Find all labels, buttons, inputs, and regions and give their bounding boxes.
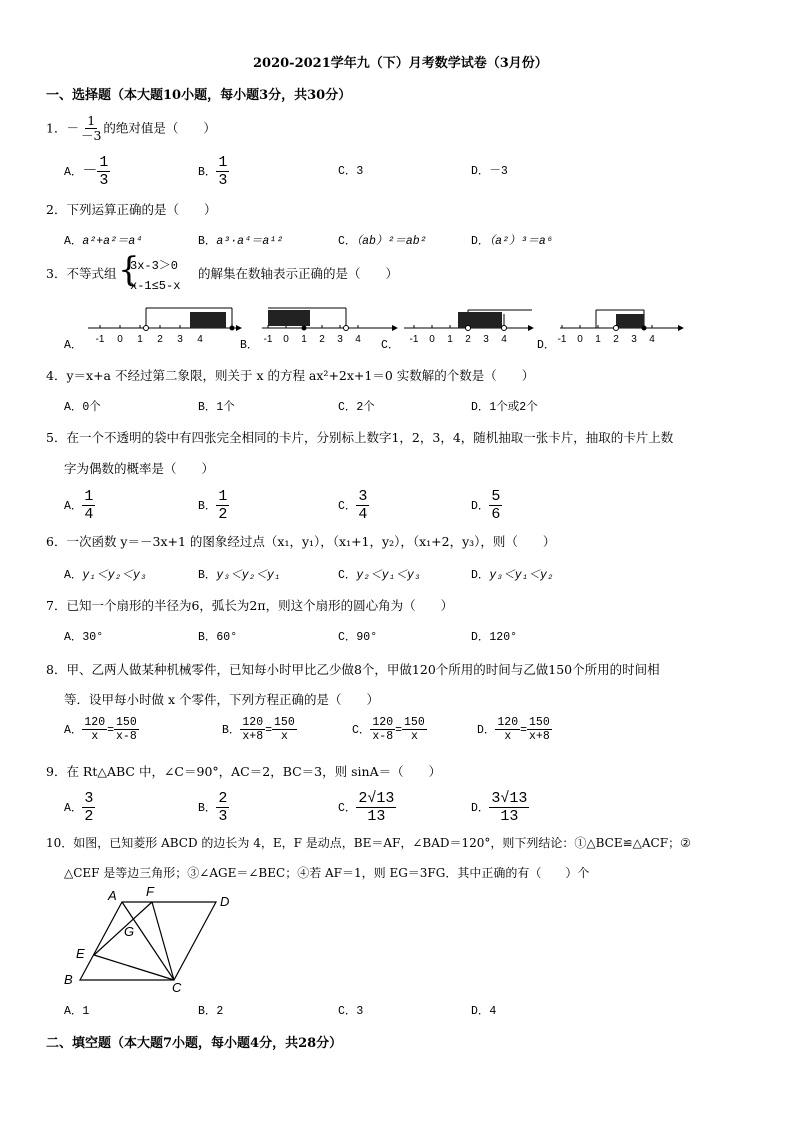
tick-label: 1: [447, 334, 453, 345]
question-9: 9．在 Rt△ABC 中，∠C＝90°，AC＝2，BC＝3，则 sinA＝（ ）: [46, 764, 442, 779]
question-6: 6．一次函数 y＝－3x+1 的图象经过点（x₁，y₁），（x₁+1，y₂），（x₁+2，y₃），则（ ）: [46, 534, 556, 549]
tick-label: -1: [557, 334, 567, 345]
tick-label: -1: [95, 334, 105, 345]
question-1: 1．－ $\frac{1}{-3}$ 的绝对值是（ ）: [46, 113, 216, 144]
label-d: D: [220, 894, 230, 909]
question-3-stem-pre: 3．不等式组: [46, 266, 117, 281]
tick-label: 3: [337, 334, 343, 345]
option-a[interactable]: A． $\frac{120}{x}$ = $\frac{150}{x-8}$: [64, 716, 137, 744]
label-c: C: [172, 980, 182, 994]
option-c-label[interactable]: C．: [381, 339, 400, 352]
diagonal-ac: [122, 902, 174, 980]
question-number: 1．: [46, 120, 67, 136]
tick-label: 2: [319, 334, 325, 345]
option-a[interactable]: A．0个: [64, 401, 101, 414]
segment-ef: [94, 902, 152, 955]
question-8-line1: 8．甲、乙两人做某种机械零件，已知每小时甲比乙少做8个，甲做120个所用的时间与乙做150个所用的时间相: [46, 662, 660, 677]
number-line-d[interactable]: [558, 310, 684, 345]
option-a-label[interactable]: A．: [64, 339, 83, 352]
option-d[interactable]: D．4: [471, 1005, 497, 1018]
option-c[interactable]: C． $\frac{120}{x-8}$ = $\frac{150}{x}$: [352, 716, 425, 744]
tick-label: 0: [577, 334, 583, 345]
option-a[interactable]: A．a²+a²＝a⁴: [64, 235, 143, 248]
option-d-label[interactable]: D．: [537, 339, 556, 352]
question-7: 7．已知一个扇形的半径为6，弧长为2π，则这个扇形的圆心角为（ ）: [46, 598, 454, 613]
option-b[interactable]: B． $\frac{1}{2}$: [198, 488, 228, 524]
question-10-line2: △CEF 是等边三角形；③∠AGE＝∠BEC；④若 AF＝1，则 EG＝3FG．其中正确的有（ ）个: [64, 866, 590, 880]
option-c[interactable]: C．y₂＜y₁＜y₃: [338, 569, 421, 582]
question-10-line1: 10．如图，已知菱形 ABCD 的边长为 4，E，F 是动点，BE＝AF，∠BAD＝120°，则下列结论：①△BCE≌△ACF；②: [46, 836, 691, 850]
label-e: E: [76, 946, 85, 961]
label-g: G: [124, 924, 135, 939]
tick-label: 3: [631, 334, 637, 345]
question-2: 2．下列运算正确的是（ ）: [46, 202, 217, 217]
tick-label: 1: [595, 334, 601, 345]
tick-label: -1: [409, 334, 419, 345]
option-a[interactable]: A．－ $\frac{1}{3}$: [64, 154, 109, 190]
tick-label: 4: [197, 334, 203, 345]
option-d[interactable]: D．－3: [471, 165, 508, 178]
tick-label: 0: [283, 334, 289, 345]
option-d[interactable]: D．1个或2个: [471, 401, 538, 414]
inequality-2: x-1≤5-x: [130, 279, 181, 293]
tick-label: 2: [465, 334, 471, 345]
number-line-c[interactable]: [404, 310, 534, 345]
question-4: 4．y＝x+a 不经过第二象限，则关于 x 的方程 ax²+2x+1＝0 实数解的个数是（ ）: [46, 368, 535, 383]
segment-fc: [152, 902, 174, 980]
option-b-label[interactable]: B．: [240, 339, 259, 352]
number-line-a[interactable]: [88, 308, 242, 345]
option-d[interactable]: D．y₃＜y₁＜y₂: [471, 569, 554, 582]
option-c[interactable]: C． $\frac{2√13}{13}$: [338, 790, 395, 826]
question-5-line1: 5．在一个不透明的袋中有四张完全相同的卡片，分别标上数字1，2，3，4，随机抽取一张卡片，抽取的卡片上数: [46, 430, 674, 445]
option-c[interactable]: C． $\frac{3}{4}$: [338, 488, 368, 524]
option-a[interactable]: A． $\frac{1}{4}$: [64, 488, 94, 524]
system-brace: {: [118, 250, 140, 290]
option-b[interactable]: B． $\frac{120}{x+8}$ = $\frac{150}{x}$: [222, 716, 295, 744]
option-d[interactable]: D． $\frac{5}{6}$: [471, 488, 501, 524]
tick-label: 1: [137, 334, 143, 345]
tick-label: 0: [117, 334, 123, 345]
tick-label: 4: [501, 334, 507, 345]
option-b[interactable]: B．2: [198, 1005, 224, 1018]
tick-label: 3: [177, 334, 183, 345]
fraction: $\frac{1}{-3}$: [80, 113, 102, 144]
option-a[interactable]: A．y₁＜y₂＜y₃: [64, 569, 147, 582]
question-3-stem-post: 的解集在数轴表示正确的是（ ）: [198, 266, 399, 281]
option-b[interactable]: B．1个: [198, 401, 235, 414]
option-d[interactable]: D．（a²）³＝a⁶: [471, 235, 553, 248]
option-d[interactable]: D．120°: [471, 631, 518, 644]
rhombus-figure: [56, 884, 246, 994]
option-a[interactable]: A．30°: [64, 631, 104, 644]
option-b[interactable]: B． $\frac{2}{3}$: [198, 790, 228, 826]
number-line-options: [0, 300, 794, 350]
label-f: F: [146, 884, 154, 899]
tick-label: -1: [263, 334, 273, 345]
section-heading-fill: 二、填空题（本大题7小题，每小题4分，共28分）: [46, 1036, 343, 1051]
inequality-1: 3x-3＞0: [130, 259, 179, 273]
option-c[interactable]: C．90°: [338, 631, 378, 644]
option-a[interactable]: A． $\frac{3}{2}$: [64, 790, 94, 826]
option-c[interactable]: C．2个: [338, 401, 375, 414]
label-b: B: [64, 972, 73, 987]
tick-label: 2: [157, 334, 163, 345]
tick-label: 4: [649, 334, 655, 345]
tick-label: 2: [613, 334, 619, 345]
question-5-line2: 字为偶数的概率是（ ）: [64, 461, 215, 476]
tick-label: 4: [355, 334, 361, 345]
segment-ec: [94, 955, 174, 980]
option-b[interactable]: B． $\frac{1}{3}$: [198, 154, 228, 190]
option-c[interactable]: C．（ab）²＝ab²: [338, 235, 427, 248]
option-c[interactable]: C．3: [338, 1005, 364, 1018]
tick-label: 0: [429, 334, 435, 345]
option-c[interactable]: C．3: [338, 165, 364, 178]
tick-label: 1: [301, 334, 307, 345]
page-title: 2020-2021学年九（下）月考数学试卷（3月份）: [253, 56, 548, 71]
option-b[interactable]: B．a³·a⁴＝a¹²: [198, 235, 284, 248]
section-heading-choice: 一、选择题（本大题10小题，每小题3分，共30分）: [46, 88, 352, 103]
question-stem: 的绝对值是（ ）: [103, 120, 216, 136]
option-b[interactable]: B．60°: [198, 631, 238, 644]
option-b[interactable]: B．y₃＜y₂＜y₁: [198, 569, 281, 582]
number-line-b[interactable]: [262, 308, 398, 345]
option-d[interactable]: D． $\frac{120}{x}$ = $\frac{150}{x+8}$: [477, 716, 550, 744]
option-a[interactable]: A．1: [64, 1005, 90, 1018]
question-8-line2: 等．设甲每小时做 x 个零件，下列方程正确的是（ ）: [64, 692, 379, 707]
tick-label: 3: [483, 334, 489, 345]
label-a: A: [108, 888, 117, 903]
option-d[interactable]: D． $\frac{3√13}{13}$: [471, 790, 528, 826]
